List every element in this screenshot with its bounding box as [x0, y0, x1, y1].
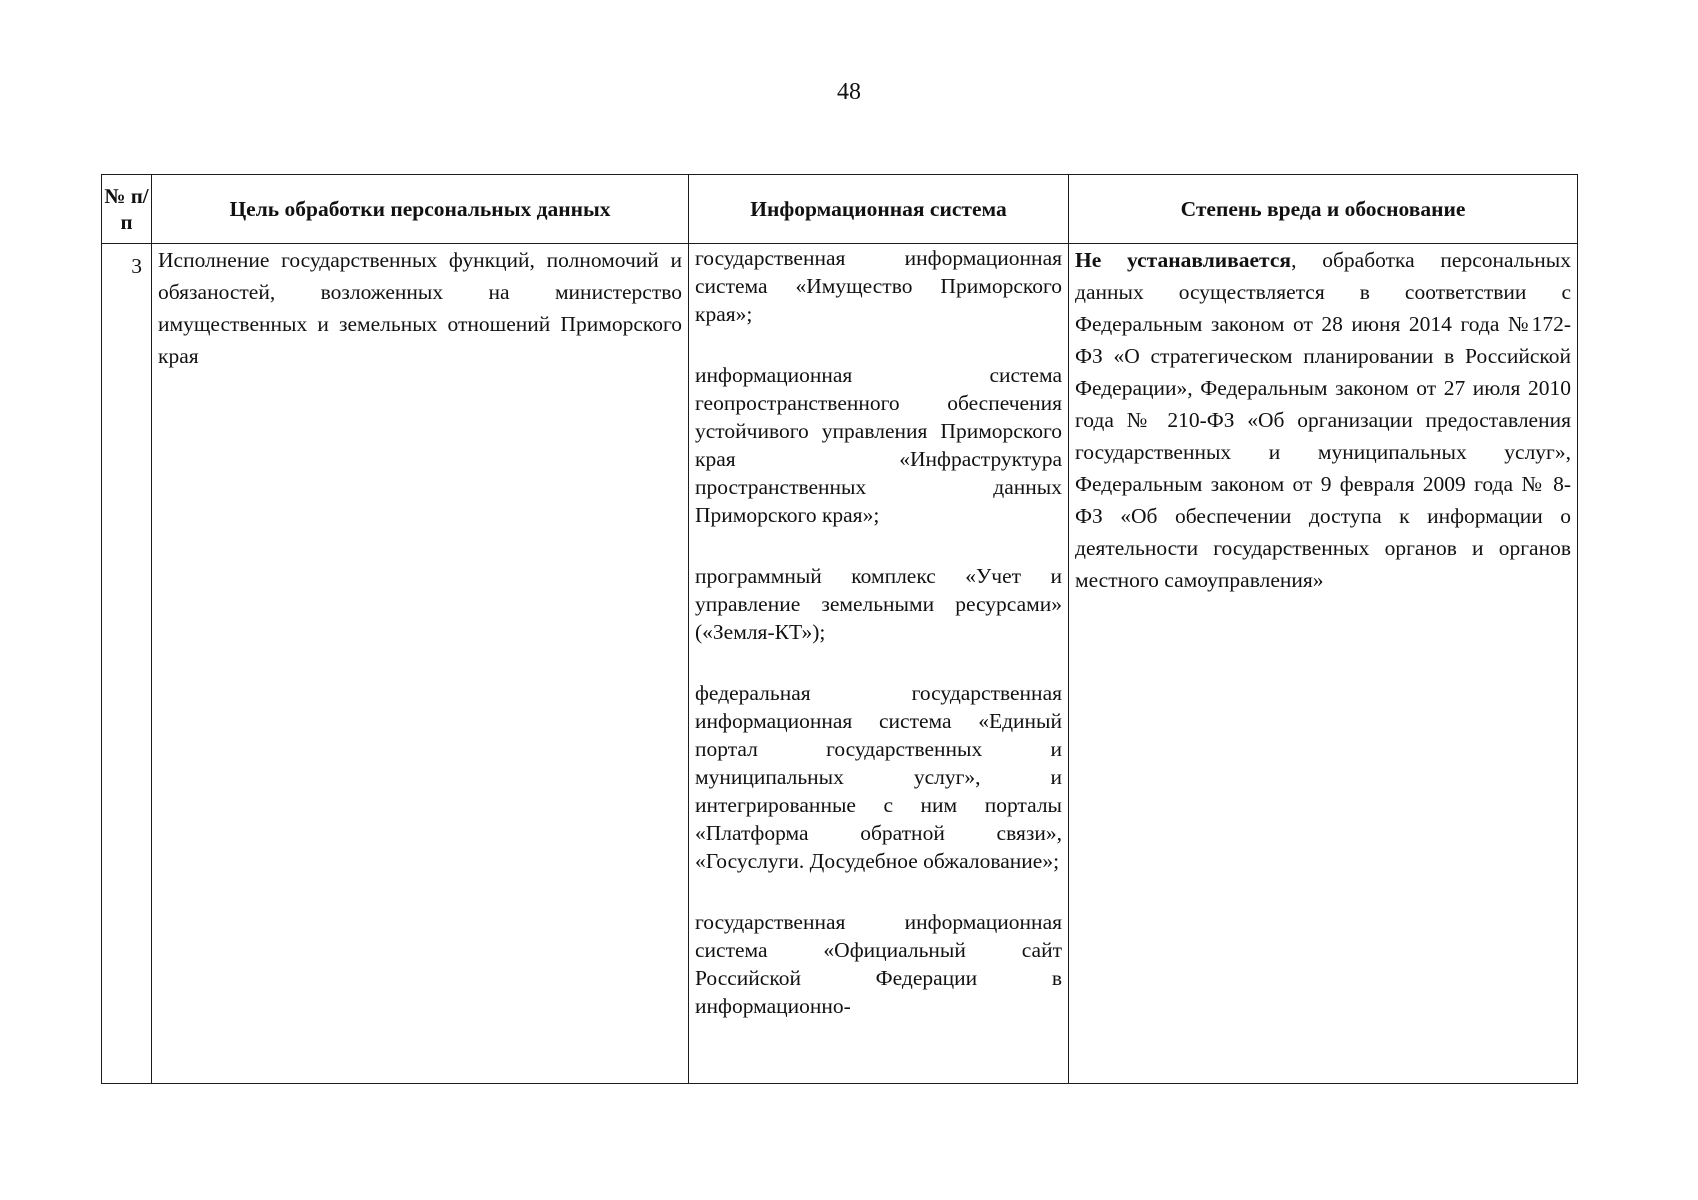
header-harm: Степень вреда и обоснование	[1069, 175, 1578, 244]
header-number: № п/п	[102, 175, 152, 244]
personal-data-table	[101, 174, 1578, 1084]
harm-degree: Не устанавливается	[1075, 248, 1292, 272]
system-item: федеральная государственная информационная система «Единый портал государственных и муниципальных услуг», и интегрированные с ним порталы «Платформа обратной связи», «Госуслуги. Досудебное обжалование»;	[695, 681, 1062, 873]
row-harm	[1069, 244, 1578, 1084]
page-number: 48	[837, 79, 861, 105]
header-system: Информационная система	[689, 175, 1069, 244]
system-item: информационная система геопространственного обеспечения устойчивого управления Приморского края «Инфраструктура пространственных данных Приморского края»;	[695, 363, 1062, 527]
row-systems	[689, 244, 1069, 1084]
system-item: государственная информационная система «Имущество Приморского края»;	[695, 246, 1062, 326]
table-row	[102, 244, 1578, 1084]
table-header-row	[102, 175, 1578, 244]
header-goal: Цель обработки персональных данных	[152, 175, 689, 244]
harm-justification: , обработка персональных данных осуществляется в соответствии с Федеральным законом от 28 июня 2014 года №172-ФЗ «О стратегическом планировании в Российской Федерации», Федеральным законом от 27 июля 2010 года № 210-ФЗ «Об организации предоставления государственных и муниципальных услуг», Федеральным законом от 9 февраля 2009 года № 8-ФЗ «Об обеспечении доступа к информации о деятельности государственных органов и органов местного самоуправления»	[1075, 248, 1571, 592]
system-item: программный комплекс «Учет и управление земельными ресурсами» («Земля-КТ»);	[695, 564, 1062, 644]
system-item: государственная информационная система «Официальный сайт Российской Федерации в информационно-	[695, 910, 1062, 1018]
row-goal: Исполнение государственных функций, полномочий и обязаностей, возложенных на министерство имущественных и земельных отношений Приморского края	[152, 244, 689, 1084]
row-number: 3	[102, 244, 152, 1084]
